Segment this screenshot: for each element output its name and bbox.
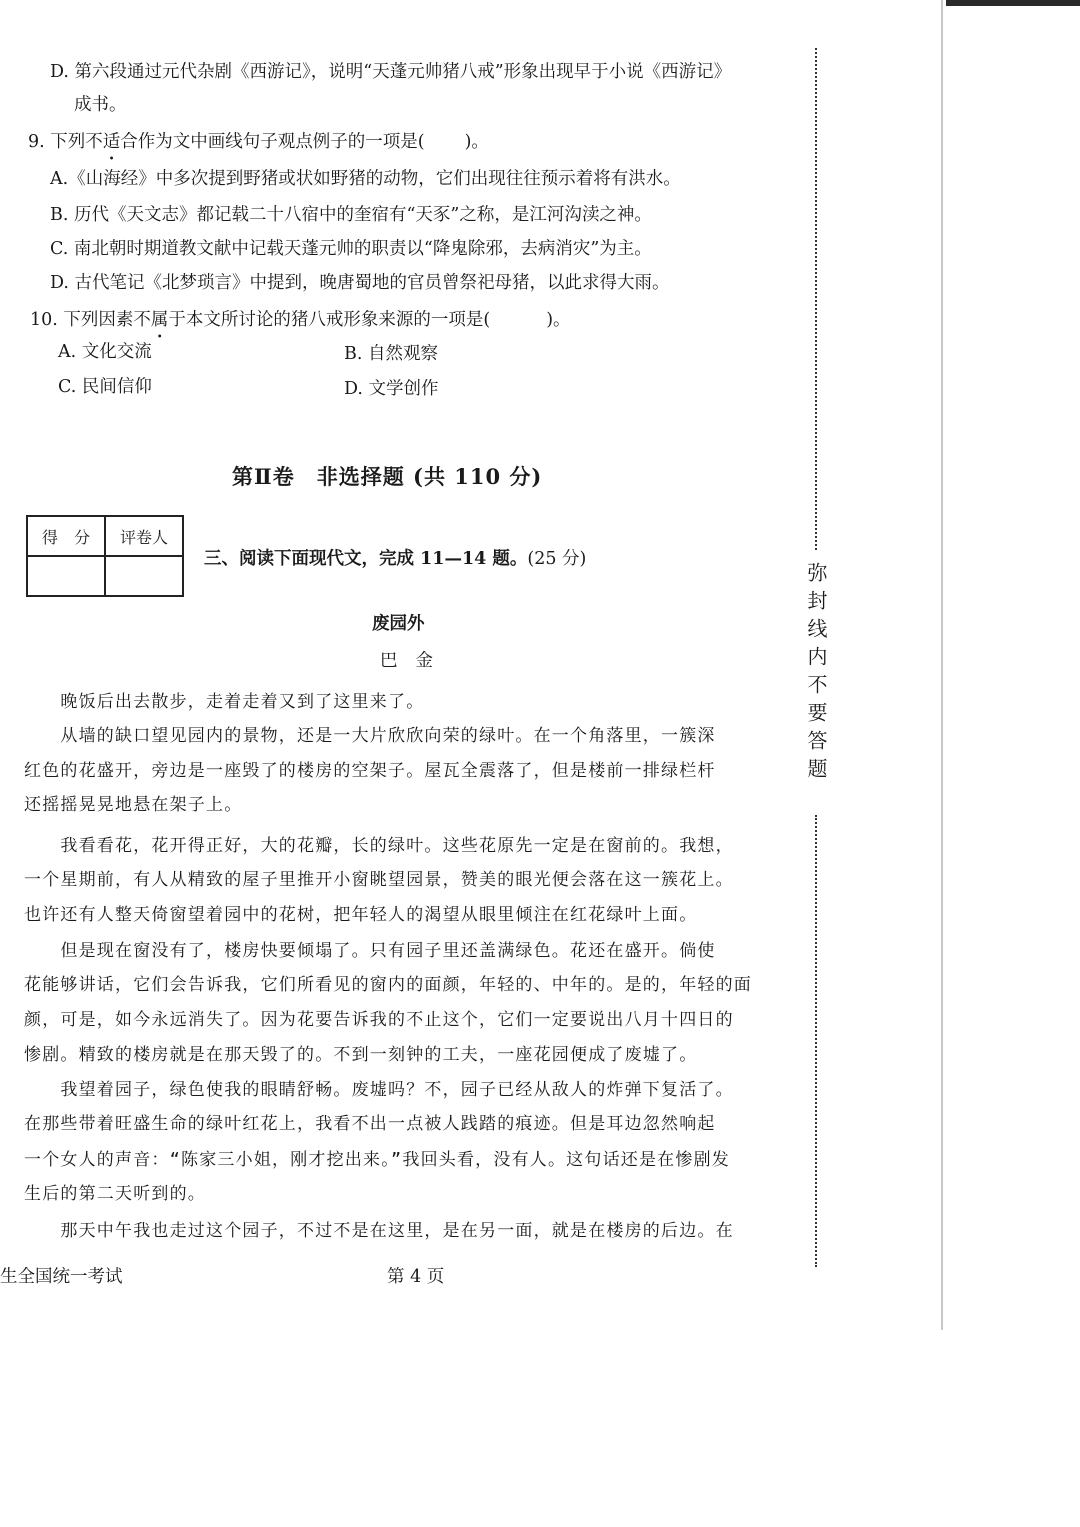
passage-line: 在那些带着旺盛生命的绿叶红花上，我看不出一点被人践踏的痕迹。但是耳边忽然响起	[24, 1114, 716, 1134]
passage-line: 从墙的缺口望见园内的景物，还是一大片欣欣向荣的绿叶。在一个角落里，一簇深	[24, 726, 716, 746]
q9-option-c: C. 南北朝时期道教文献中记载天蓬元帅的职责以“降鬼除邪，去病消灾”为主。	[50, 239, 652, 259]
passage-author: 巴金	[380, 651, 451, 671]
score-cell	[27, 556, 105, 596]
passage-line: 红色的花盛开，旁边是一座毁了的楼房的空架子。屋瓦全震落了，但是楼前一排绿栏杆	[24, 761, 716, 781]
passage-line: 一个星期前，有人从精致的屋子里推开小窗眺望园景，赞美的眼光便会落在这一簇花上。	[24, 870, 734, 890]
q9-stem-end: )。	[464, 132, 489, 152]
q10-option-a: A. 文化交流	[58, 342, 152, 362]
page-number: 第 4 页	[387, 1267, 445, 1287]
passage-line: 生后的第二天听到的。	[24, 1184, 206, 1204]
binding-line-bottom	[815, 815, 817, 1267]
q10-option-c: C. 民间信仰	[58, 377, 152, 397]
q9-stem-emphasis: 不适合	[85, 132, 138, 152]
q9-stem-suffix: 作为文中画线句子观点例子的一项是(	[137, 132, 425, 152]
passage-line: 我望着园子，绿色使我的眼睛舒畅。废墟吗？不，园子已经从敌人的炸弹下复活了。	[24, 1080, 734, 1100]
part3-points: (25 分)	[527, 549, 587, 569]
q10-stem-end: )。	[546, 310, 571, 330]
grader-cell	[105, 556, 183, 596]
q10-option-b: B. 自然观察	[344, 344, 438, 364]
scan-edge-bar	[946, 0, 1080, 6]
q10-stem-suffix: 本文所讨论的猪八戒形象来源的一项是(	[185, 310, 491, 330]
passage-line: 还摇摇晃晃地悬在架子上。	[24, 795, 243, 815]
q9-option-a: A.《山海经》中多次提到野猪或状如野猪的动物，它们出现往往预示着将有洪水。	[50, 169, 681, 189]
passage-line: 花能够讲话，它们会告诉我，它们所看见的窗内的面颜，年轻的、中年的。是的，年轻的面	[24, 975, 752, 995]
q10-stem-prefix: 10. 下列因素	[30, 310, 134, 330]
q8-option-d-line1: D. 第六段通过元代杂剧《西游记》，说明“天蓬元帅猪八戒”形象出现早于小说《西游记》	[50, 62, 732, 82]
passage-line: 惨剧。精致的楼房就是在那天毁了的。不到一刻钟的工夫，一座花园便成了废墟了。	[24, 1045, 698, 1065]
part3-instruction-text: 三、阅读下面现代文，完成 11—14 题。	[204, 549, 528, 569]
q9-stem	[28, 130, 489, 154]
section-2-title: 第Ⅱ卷 非选择题 (共 110 分)	[232, 464, 543, 489]
q9-option-d: D. 古代笔记《北梦琐言》中提到，晚唐蜀地的官员曾祭祀母猪，以此求得大雨。	[50, 273, 670, 293]
passage-title: 废园外	[372, 614, 425, 634]
passage-line: 一个女人的声音：“陈家三小姐，刚才挖出来。”我回头看，没有人。这句话还是在惨剧发	[24, 1150, 730, 1170]
binding-line-top	[815, 48, 817, 550]
scan-edge-line	[941, 0, 943, 1330]
q8-option-d-line2: 成书。	[74, 95, 127, 115]
part3-instruction	[204, 545, 586, 570]
score-table	[26, 515, 184, 597]
footer-exam-name: 生全国统一考试	[0, 1267, 123, 1287]
passage-line: 晚饭后出去散步，走着走着又到了这里来了。	[24, 692, 425, 712]
q9-stem-prefix: 9. 下列	[28, 132, 86, 152]
passage-line: 但是现在窗没有了，楼房快要倾塌了。只有园子里还盖满绿色。花还在盛开。倘使	[24, 941, 716, 961]
q10-option-d: D. 文学创作	[344, 379, 439, 399]
q9-option-b: B. 历代《天文志》都记载二十八宿中的奎宿有“天豕”之称，是江河沟渎之神。	[50, 205, 652, 225]
q10-stem	[30, 308, 571, 332]
binding-notice: 弥封线内不要答题	[804, 562, 828, 786]
passage-line: 我看看花，花开得正好，大的花瓣，长的绿叶。这些花原先一定是在窗前的。我想，	[24, 836, 734, 856]
q10-stem-emphasis: 不属于	[133, 310, 186, 330]
score-header: 得 分	[27, 516, 105, 556]
passage-line: 也许还有人整天倚窗望着园中的花树，把年轻人的渴望从眼里倾注在红花绿叶上面。	[24, 905, 698, 925]
grader-header: 评卷人	[105, 516, 183, 556]
passage-line: 那天中午我也走过这个园子，不过不是在这里，是在另一面，就是在楼房的后边。在	[24, 1221, 734, 1241]
passage-line: 颜，可是，如今永远消失了。因为花要告诉我的不止这个，它们一定要说出八月十四日的	[24, 1010, 734, 1030]
